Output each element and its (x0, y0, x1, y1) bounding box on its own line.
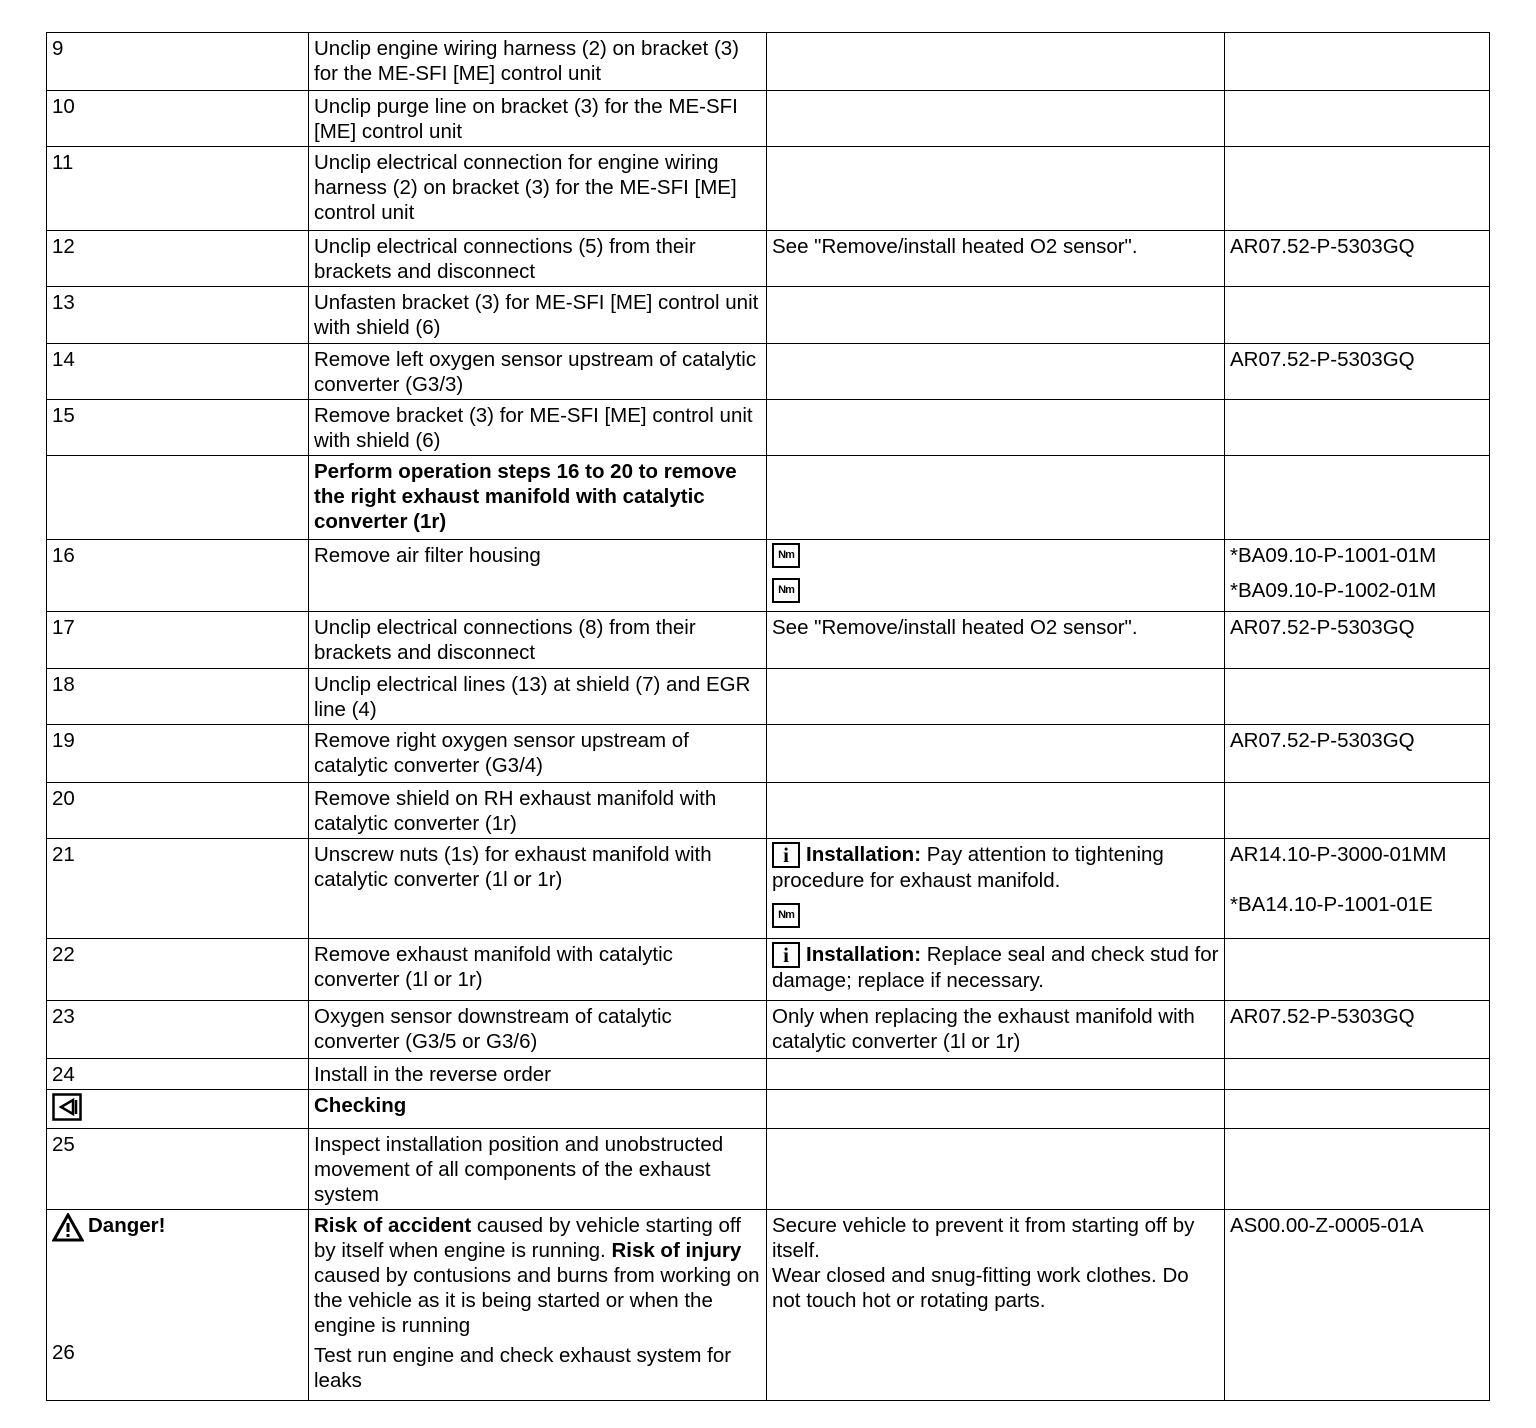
table-row (47, 839, 1490, 939)
step-number: 16 (47, 540, 309, 612)
step-number: 10 (47, 91, 309, 147)
table-row (47, 1129, 1490, 1210)
table-row (47, 783, 1490, 839)
safety-note: Secure vehicle to prevent it from starting off by itself. (772, 1214, 1195, 1262)
step-number: 21 (47, 839, 309, 939)
section-heading: Checking (309, 1090, 767, 1129)
step-instruction: Unfasten bracket (3) for ME-SFI [ME] control unit with shield (6) (309, 287, 767, 344)
step-note (767, 1090, 1225, 1129)
step-reference[interactable]: AR07.52-P-5303GQ (1225, 231, 1490, 287)
step-number: 18 (47, 669, 309, 725)
table-row (47, 231, 1490, 287)
spacer (52, 1243, 303, 1340)
step-reference (1225, 400, 1490, 456)
step-reference (1225, 147, 1490, 231)
danger-text: Risk of accident caused by vehicle starting off by itself when engine is running. Risk of injury caused by contusions and burns from working on the vehicle as it is being started or when the engine is running (314, 1214, 760, 1337)
step-reference[interactable]: AS00.00-Z-0005-01A (1225, 1210, 1490, 1401)
step-instruction: Install in the reverse order (309, 1059, 767, 1090)
table-row (47, 147, 1490, 231)
step-instruction: Test run engine and check exhaust system for leaks (314, 1344, 732, 1392)
spacer (1230, 568, 1484, 578)
installation-label: Installation: (806, 943, 922, 966)
info-icon[interactable]: i (772, 842, 800, 868)
table-row (47, 669, 1490, 725)
step-instruction: Unclip engine wiring harness (2) on bracket (3) for the ME-SFI [ME] control unit (309, 33, 767, 91)
step-instruction: Unclip electrical connections (5) from their brackets and disconnect (309, 231, 767, 287)
step-note (767, 287, 1225, 344)
step-number: 15 (47, 400, 309, 456)
step-instruction (309, 1210, 767, 1401)
step-number (47, 456, 309, 540)
torque-nm-icon[interactable]: Nm (772, 578, 800, 603)
step-note (767, 33, 1225, 91)
step-note (767, 725, 1225, 783)
table-row (47, 456, 1490, 540)
step-note (767, 669, 1225, 725)
step-reference (1225, 287, 1490, 344)
step-note (767, 783, 1225, 839)
step-instruction: Remove air filter housing (309, 540, 767, 612)
step-instruction: Remove right oxygen sensor upstream of catalytic converter (G3/4) (309, 725, 767, 783)
step-number: 9 (47, 33, 309, 91)
table-row (47, 400, 1490, 456)
step-reference[interactable]: AR07.52-P-5303GQ (1225, 725, 1490, 783)
step-reference (1225, 669, 1490, 725)
step-reference (1225, 1129, 1490, 1210)
spacer (772, 568, 1219, 578)
step-reference[interactable]: AR07.52-P-5303GQ (1225, 612, 1490, 669)
step-number (47, 1210, 309, 1401)
section-heading: Perform operation steps 16 to 20 to remove the right exhaust manifold with catalytic converter (1r) (309, 456, 767, 540)
step-reference (1225, 939, 1490, 1001)
table-row (47, 1059, 1490, 1090)
step-reference (1225, 91, 1490, 147)
installation-note: Pay attention to tightening procedure for exhaust manifold. (772, 843, 1164, 892)
step-instruction: Remove bracket (3) for ME-SFI [ME] control unit with shield (6) (309, 400, 767, 456)
step-instruction: Inspect installation position and unobstructed movement of all components of the exhaust system (309, 1129, 767, 1210)
reference-link[interactable]: *BA09.10-P-1002-01M (1230, 579, 1437, 602)
step-number: 25 (47, 1129, 309, 1210)
checking-icon (52, 1093, 82, 1121)
step-number: 12 (47, 231, 309, 287)
step-reference (1225, 839, 1490, 939)
step-number: 13 (47, 287, 309, 344)
table-row (47, 612, 1490, 669)
torque-nm-icon[interactable]: Nm (772, 903, 800, 928)
torque-nm-icon[interactable]: Nm (772, 543, 800, 568)
table-row (47, 725, 1490, 783)
step-note: Only when replacing the exhaust manifold with catalytic converter (1l or 1r) (767, 1001, 1225, 1059)
step-number: 11 (47, 147, 309, 231)
table-row (47, 344, 1490, 400)
reference-link[interactable]: AR14.10-P-3000-01MM (1230, 843, 1447, 866)
spacer (772, 893, 1219, 903)
step-reference (1225, 540, 1490, 612)
table-row (47, 33, 1490, 91)
step-note (767, 540, 1225, 612)
reference-link[interactable]: *BA14.10-P-1001-01E (1230, 893, 1433, 916)
installation-label: Installation: (806, 843, 922, 866)
step-number: 24 (47, 1059, 309, 1090)
step-note (767, 400, 1225, 456)
step-note: See "Remove/install heated O2 sensor". (767, 612, 1225, 669)
step-instruction: Remove shield on RH exhaust manifold with catalytic converter (1r) (309, 783, 767, 839)
step-instruction: Unscrew nuts (1s) for exhaust manifold with catalytic converter (1l or 1r) (309, 839, 767, 939)
step-number: 17 (47, 612, 309, 669)
step-instruction: Unclip purge line on bracket (3) for the ME-SFI [ME] control unit (309, 91, 767, 147)
step-note (767, 839, 1225, 939)
danger-label: Danger! (52, 1213, 303, 1243)
table-row (47, 540, 1490, 612)
step-instruction: Oxygen sensor downstream of catalytic converter (G3/5 or G3/6) (309, 1001, 767, 1059)
step-reference[interactable]: AR07.52-P-5303GQ (1225, 344, 1490, 400)
step-note (767, 91, 1225, 147)
table-row (47, 939, 1490, 1001)
step-instruction: Remove left oxygen sensor upstream of catalytic converter (G3/3) (309, 344, 767, 400)
step-note (767, 1210, 1225, 1401)
step-reference (1225, 1090, 1490, 1129)
step-instruction: Unclip electrical connection for engine wiring harness (2) on bracket (3) for the ME-SFI [ME] control unit (309, 147, 767, 231)
warning-triangle-icon (52, 1213, 84, 1243)
step-note (767, 456, 1225, 540)
info-icon[interactable]: i (772, 942, 800, 968)
step-number: 19 (47, 725, 309, 783)
step-number: 22 (47, 939, 309, 1001)
step-number: 14 (47, 344, 309, 400)
step-number: 26 (52, 1341, 75, 1364)
table-row (47, 1001, 1490, 1059)
step-reference (1225, 33, 1490, 91)
table-row (47, 287, 1490, 344)
step-number: 23 (47, 1001, 309, 1059)
safety-note: Wear closed and snug-fitting work clothes. Do not touch hot or rotating parts. (772, 1264, 1189, 1312)
step-note (767, 1059, 1225, 1090)
step-number: 20 (47, 783, 309, 839)
reference-link[interactable]: *BA09.10-P-1001-01M (1230, 544, 1437, 567)
step-note (767, 147, 1225, 231)
spacer (1230, 867, 1484, 892)
step-number (47, 1090, 309, 1129)
step-instruction: Unclip electrical connections (8) from their brackets and disconnect (309, 612, 767, 669)
table-row (47, 1210, 1490, 1401)
step-reference (1225, 1059, 1490, 1090)
step-note (767, 1129, 1225, 1210)
step-note: See "Remove/install heated O2 sensor". (767, 231, 1225, 287)
table-row (47, 91, 1490, 147)
step-reference (1225, 456, 1490, 540)
step-note (767, 344, 1225, 400)
step-note (767, 939, 1225, 1001)
procedure-table (46, 32, 1490, 1401)
step-reference[interactable]: AR07.52-P-5303GQ (1225, 1001, 1490, 1059)
table-row (47, 1090, 1490, 1129)
step-instruction: Remove exhaust manifold with catalytic converter (1l or 1r) (309, 939, 767, 1001)
step-reference (1225, 783, 1490, 839)
step-instruction: Unclip electrical lines (13) at shield (7) and EGR line (4) (309, 669, 767, 725)
installation-note: Replace seal and check stud for damage; replace if necessary. (772, 943, 1219, 992)
